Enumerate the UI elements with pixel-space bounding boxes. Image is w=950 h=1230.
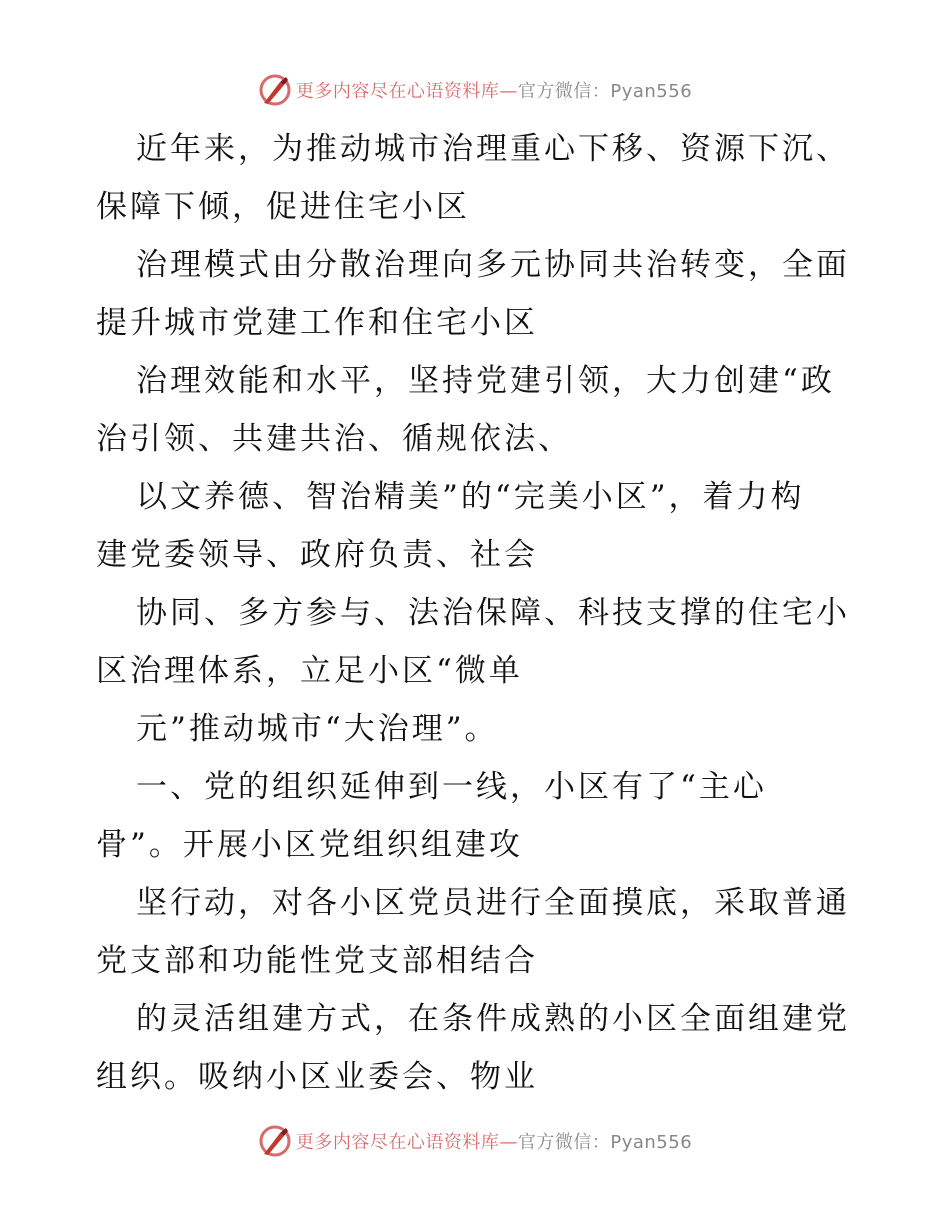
paragraph [96, 758, 856, 874]
watermark-text [296, 1128, 692, 1154]
paragraph [96, 236, 856, 352]
watermark-separator: — [499, 1132, 518, 1153]
paragraph-line: 治理效能和水平，坚持党建引领，大力创建“政 [136, 363, 835, 399]
watermark-official-text: 官方微信：Pyan556 [517, 81, 693, 102]
paragraph [96, 874, 856, 990]
watermark-main-text: 更多内容尽在心语资料库 [295, 1132, 500, 1153]
paragraph-line: 治引领、共建共治、循规依法、 [96, 421, 572, 457]
paragraph-line: 治理模式由分散治理向多元协同共治转变，全面 [136, 247, 850, 283]
paragraph-line: 协同、多方参与、法治保障、科技支撑的住宅小 [136, 595, 850, 631]
document-body [96, 120, 856, 1106]
paragraph [96, 990, 856, 1106]
paragraph-line: 骨”。开展小区党组织组建攻 [96, 827, 523, 863]
watermark-separator: — [499, 81, 518, 102]
header-watermark-banner [0, 70, 950, 110]
quill-pen-logo-icon [258, 73, 292, 107]
quill-pen-logo-icon [258, 1124, 292, 1158]
watermark-text [296, 77, 692, 103]
watermark-main-text: 更多内容尽在心语资料库 [295, 81, 500, 102]
paragraph-line: 党支部和功能性党支部相结合 [96, 943, 538, 979]
paragraph-line: 区治理体系，立足小区“微单 [96, 653, 523, 689]
paragraph [96, 468, 856, 584]
paragraph-line: 建党委领导、政府负责、社会 [96, 537, 538, 573]
paragraph [96, 584, 856, 700]
watermark-official-text: 官方微信：Pyan556 [517, 1132, 693, 1153]
paragraph-line: 提升城市党建工作和住宅小区 [96, 305, 538, 341]
paragraph-line: 一、党的组织延伸到一线，小区有了“主心 [136, 769, 767, 805]
paragraph [96, 120, 856, 236]
paragraph-line: 近年来，为推动城市治理重心下移、资源下沉、 [136, 131, 850, 167]
paragraph [96, 352, 856, 468]
paragraph-line: 保障下倾，促进住宅小区 [96, 189, 470, 225]
paragraph-line: 组织。吸纳小区业委会、物业 [96, 1059, 538, 1095]
paragraph-line: 坚行动，对各小区党员进行全面摸底，采取普通 [136, 885, 850, 921]
paragraph [96, 700, 856, 758]
paragraph-line: 元”推动城市“大治理”。 [136, 711, 499, 747]
paragraph-line: 的灵活组建方式，在条件成熟的小区全面组建党 [136, 1001, 850, 1037]
paragraph-line: 以文养德、智治精美”的“完美小区”，着力构 [136, 479, 805, 515]
footer-watermark-banner [0, 1121, 950, 1161]
